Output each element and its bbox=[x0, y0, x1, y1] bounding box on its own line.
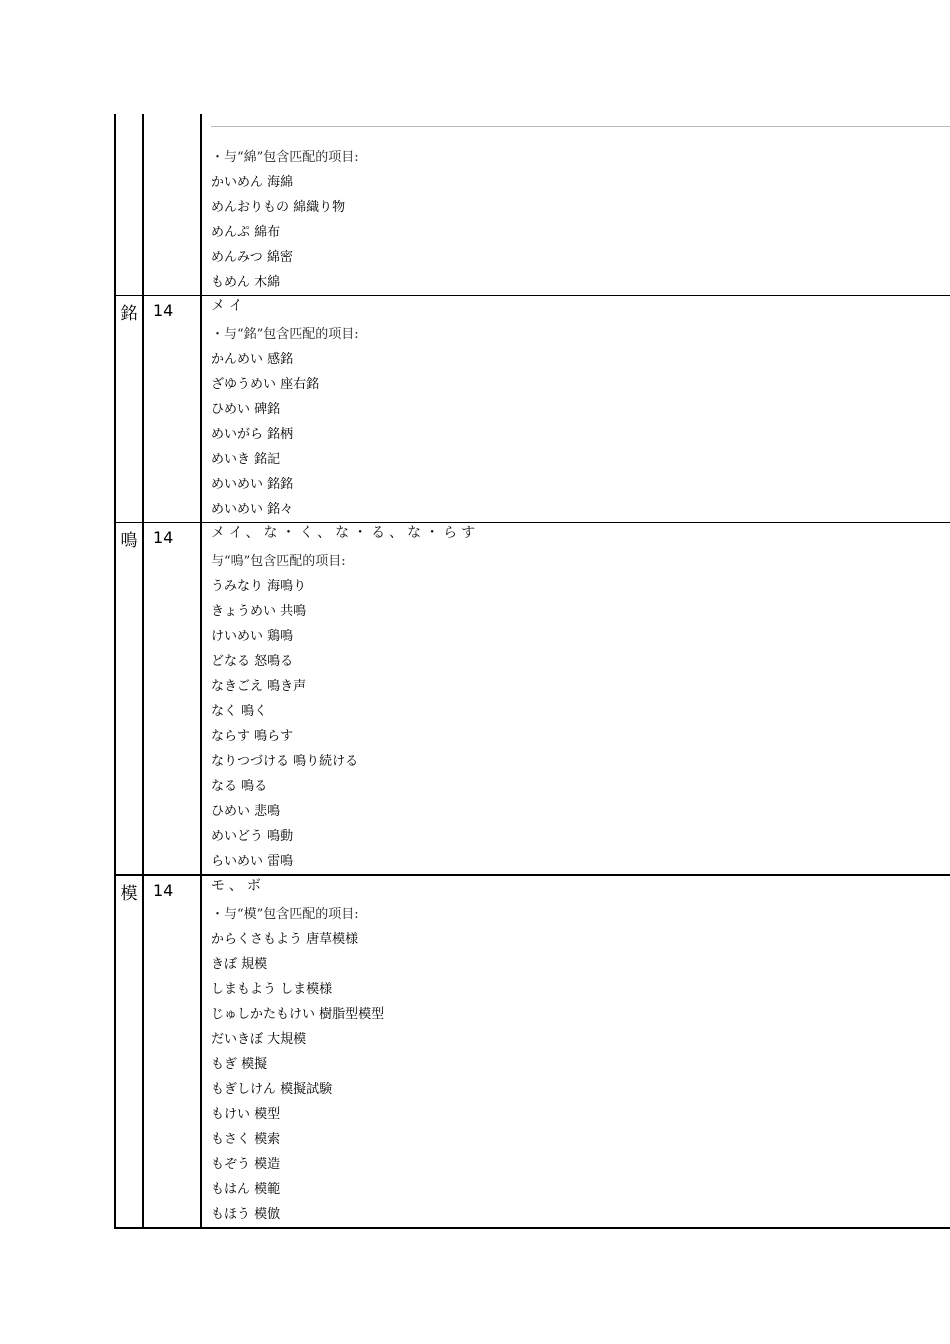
match-heading: ・与“綿”包含匹配的项目: bbox=[211, 150, 359, 165]
entry-content bbox=[202, 296, 950, 522]
list-item: うみなり 海鳴り bbox=[211, 579, 307, 594]
stroke-count-cell: 14 bbox=[144, 523, 202, 874]
stroke-count-cell bbox=[144, 114, 202, 295]
kanji-cell: 銘 bbox=[116, 296, 144, 522]
reading: メイ bbox=[211, 298, 247, 314]
list-item: めいき 銘記 bbox=[211, 452, 281, 467]
list-item: しまもよう しま模様 bbox=[211, 982, 333, 997]
list-item: もけい 模型 bbox=[211, 1107, 281, 1122]
list-item: めいめい 銘銘 bbox=[211, 477, 294, 492]
list-item: もほう 模倣 bbox=[211, 1207, 281, 1222]
list-item: なりつづける 鳴り続ける bbox=[211, 754, 359, 769]
list-item: めんおりもの 綿織り物 bbox=[211, 200, 346, 215]
kanji-cell bbox=[116, 114, 144, 295]
list-item: なる 鳴る bbox=[211, 779, 268, 794]
list-item: もぞう 模造 bbox=[211, 1157, 281, 1172]
list-item: らいめい 雷鳴 bbox=[211, 854, 294, 869]
list-item: からくさもよう 唐草模様 bbox=[211, 932, 359, 947]
kanji-cell: 鳴 bbox=[116, 523, 144, 874]
list-item: めんみつ 綿密 bbox=[211, 250, 293, 265]
list-item: もはん 模範 bbox=[211, 1182, 281, 1197]
list-item: めんぷ 綿布 bbox=[211, 225, 281, 240]
list-item: めいめい 銘々 bbox=[211, 502, 294, 517]
list-item: ざゆうめい 座右銘 bbox=[211, 377, 320, 392]
entry-content bbox=[202, 114, 950, 295]
list-item: なきごえ 鳴き声 bbox=[211, 679, 307, 694]
kanji-entry-naku bbox=[116, 522, 950, 874]
list-item: めいどう 鳴動 bbox=[211, 829, 294, 844]
stroke-count-cell: 14 bbox=[144, 296, 202, 522]
list-item: きょうめい 共鳴 bbox=[211, 604, 307, 619]
list-item: めいがら 銘柄 bbox=[211, 427, 294, 442]
list-item: きぼ 規模 bbox=[211, 957, 268, 972]
list-item: ひめい 悲鳴 bbox=[211, 804, 281, 819]
stroke-count-cell: 14 bbox=[144, 876, 202, 1227]
reading: メイ、な・く、な・る、な・らす bbox=[211, 525, 480, 541]
list-item: もぎしけん 模擬試験 bbox=[211, 1082, 333, 1097]
kanji-cell: 模 bbox=[116, 876, 144, 1227]
kanji-entry-mei bbox=[116, 295, 950, 522]
list-item: ひめい 碑銘 bbox=[211, 402, 281, 417]
list-item: かいめん 海綿 bbox=[211, 175, 294, 190]
list-item: もめん 木綿 bbox=[211, 275, 281, 290]
match-heading: ・与“銘”包含匹配的项目: bbox=[211, 327, 359, 342]
kanji-entry-men bbox=[116, 114, 950, 295]
list-item: もぎ 模擬 bbox=[211, 1057, 268, 1072]
divider bbox=[211, 114, 950, 127]
list-item: ならす 鳴らす bbox=[211, 729, 294, 744]
list-item: じゅしかたもけい 樹脂型模型 bbox=[211, 1007, 385, 1022]
list-item: だいきぼ 大規模 bbox=[211, 1032, 307, 1047]
reading: モ、ボ bbox=[211, 878, 265, 894]
list-item: どなる 怒鳴る bbox=[211, 654, 294, 669]
list-item: なく 鳴く bbox=[211, 704, 268, 719]
entry-content bbox=[202, 876, 950, 1227]
kanji-entry-mo bbox=[116, 874, 950, 1227]
list-item: かんめい 感銘 bbox=[211, 352, 294, 367]
match-heading: ・与“模”包含匹配的项目: bbox=[211, 907, 359, 922]
kanji-table bbox=[114, 114, 950, 1229]
match-heading: 与“鳴”包含匹配的项目: bbox=[211, 554, 346, 569]
entry-content bbox=[202, 523, 950, 874]
list-item: もさく 模索 bbox=[211, 1132, 281, 1147]
list-item: けいめい 鶏鳴 bbox=[211, 629, 294, 644]
